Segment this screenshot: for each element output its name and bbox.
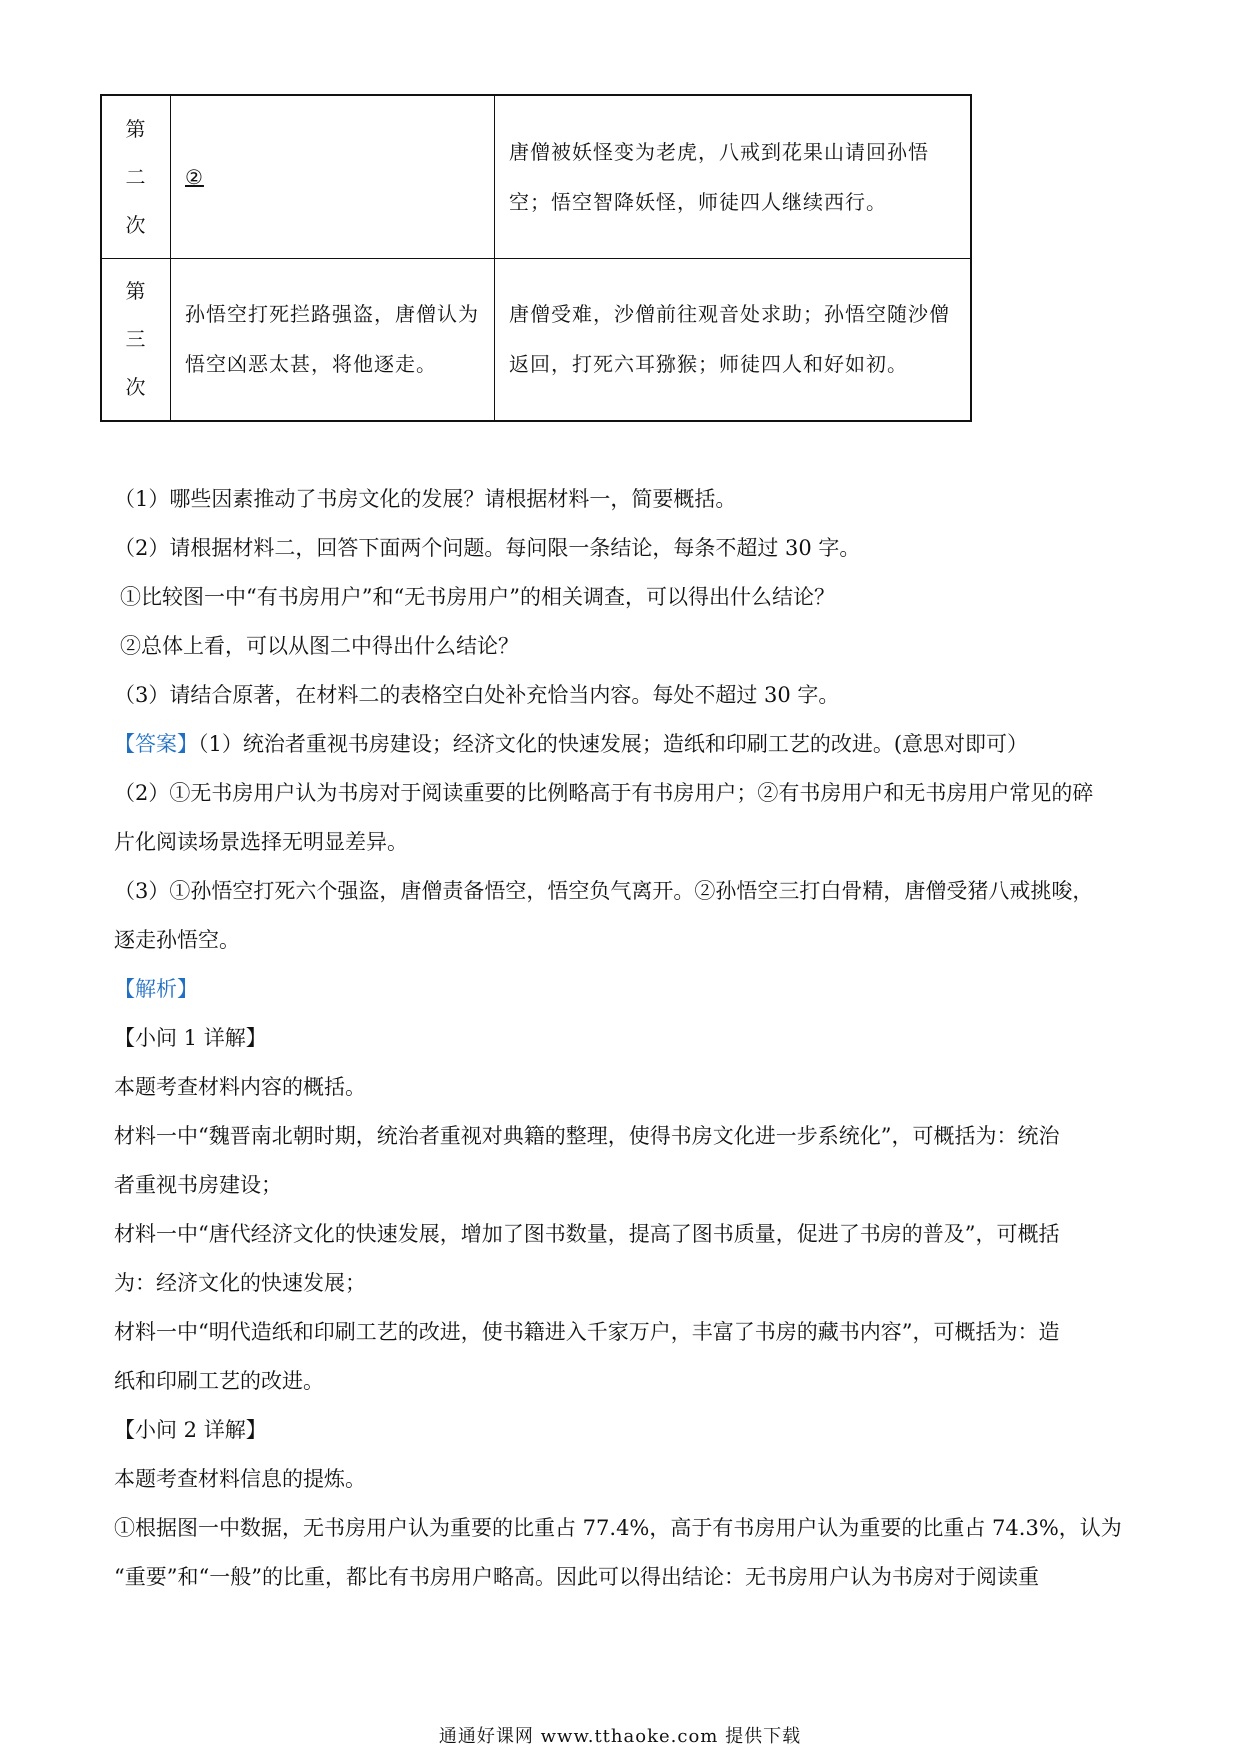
blank-cell — [171, 95, 495, 258]
answer-text: （1）统治者重视书房建设；经济文化的快速发展；造纸和印刷工艺的改进。(意思对即可） — [198, 732, 1029, 756]
answer-3-line2: 逐走孙悟空。 — [114, 928, 240, 952]
analysis-paragraph: 材料一中“明代造纸和印刷工艺的改进，使书籍进入千家万户，丰富了书房的藏书内容”，可概括为：造 — [114, 1320, 1060, 1344]
analysis-paragraph: 纸和印刷工艺的改进。 — [114, 1369, 324, 1393]
question-2b: ②总体上看，可以从图二中得出什么结论？ — [120, 634, 519, 658]
row-label-char: 次 — [125, 212, 147, 237]
subquestion-2-intro: 本题考查材料信息的提炼。 — [114, 1467, 366, 1491]
analysis-label: 【解析】 — [114, 977, 198, 1001]
cell-line: 空；悟空智降妖怪，师徒四人继续西行。 — [509, 189, 887, 214]
analysis-paragraph: “重要”和“一般”的比重，都比有书房用户略高。因此可以得出结论：无书房用户认为书房对于阅读重 — [114, 1565, 1039, 1589]
answer-label: 【答案】 — [114, 732, 198, 756]
row-label — [101, 95, 171, 258]
question-1: （1）哪些因素推动了书房文化的发展？请根据材料一，简要概括。 — [114, 487, 737, 511]
analysis-paragraph: 者重视书房建设； — [114, 1173, 282, 1197]
question-2: （2）请根据材料二，回答下面两个问题。每问限一条结论，每条不超过 30 字。 — [114, 536, 861, 560]
subquestion-1-intro: 本题考查材料内容的概括。 — [114, 1075, 366, 1099]
table-row — [101, 95, 971, 258]
analysis-paragraph: 为：经济文化的快速发展； — [114, 1271, 366, 1295]
subquestion-1-title: 【小问 1 详解】 — [114, 1026, 267, 1050]
page-footer: 通通好课网 www.tthaoke.com 提供下载 — [438, 1726, 802, 1747]
question-3: （3）请结合原著，在材料二的表格空白处补充恰当内容。每处不超过 30 字。 — [114, 683, 840, 707]
result-cell — [495, 95, 971, 258]
analysis-paragraph: ①根据图一中数据，无书房用户认为重要的比重占 77.4%，高于有书房用户认为重要的比重占 74.3%，认为 — [114, 1516, 1122, 1540]
row-label — [101, 258, 171, 421]
cause-cell — [171, 258, 495, 421]
analysis-paragraph: 材料一中“唐代经济文化的快速发展，增加了图书数量，提高了图书质量，促进了书房的普及”，可概括 — [114, 1222, 1060, 1246]
story-table — [100, 94, 972, 422]
result-cell — [495, 258, 971, 421]
row-label-char: 次 — [125, 375, 147, 400]
answer-3-line1: （3）①孙悟空打死六个强盗，唐僧责备悟空，悟空负气离开。②孙悟空三打白骨精，唐僧受猪八戒挑唆， — [114, 879, 1094, 903]
cell-line: 孙悟空打死拦路强盗，唐僧认为 — [185, 302, 479, 327]
row-label-char: 三 — [125, 327, 147, 352]
row-label-char: 第 — [125, 279, 147, 304]
document-body — [114, 475, 1134, 1602]
row-label-char: 二 — [125, 164, 147, 189]
answer-2-line2: 片化阅读场景选择无明显差异。 — [114, 830, 408, 854]
subquestion-2-title: 【小问 2 详解】 — [114, 1418, 267, 1442]
row-label-char: 第 — [125, 116, 147, 141]
answer-2-line1: （2）①无书房用户认为书房对于阅读重要的比例略高于有书房用户；②有书房用户和无书房用户常见的碎 — [114, 781, 1094, 805]
analysis-paragraph: 材料一中“魏晋南北朝时期，统治者重视对典籍的整理，使得书房文化进一步系统化”，可概括为：统治 — [114, 1124, 1060, 1148]
table-row — [101, 258, 971, 421]
cell-line: 唐僧被妖怪变为老虎，八戒到花果山请回孙悟 — [509, 139, 929, 164]
question-2a: ①比较图一中“有书房用户”和“无书房用户”的相关调查，可以得出什么结论？ — [120, 585, 835, 609]
cell-line: 悟空凶恶太甚，将他逐走。 — [185, 352, 437, 377]
blank-marker: ② — [185, 164, 204, 189]
answer-1 — [114, 720, 1134, 769]
cell-line: 返回，打死六耳猕猴；师徒四人和好如初。 — [509, 352, 908, 377]
cell-line: 唐僧受难，沙僧前往观音处求助；孙悟空随沙僧 — [509, 302, 950, 327]
